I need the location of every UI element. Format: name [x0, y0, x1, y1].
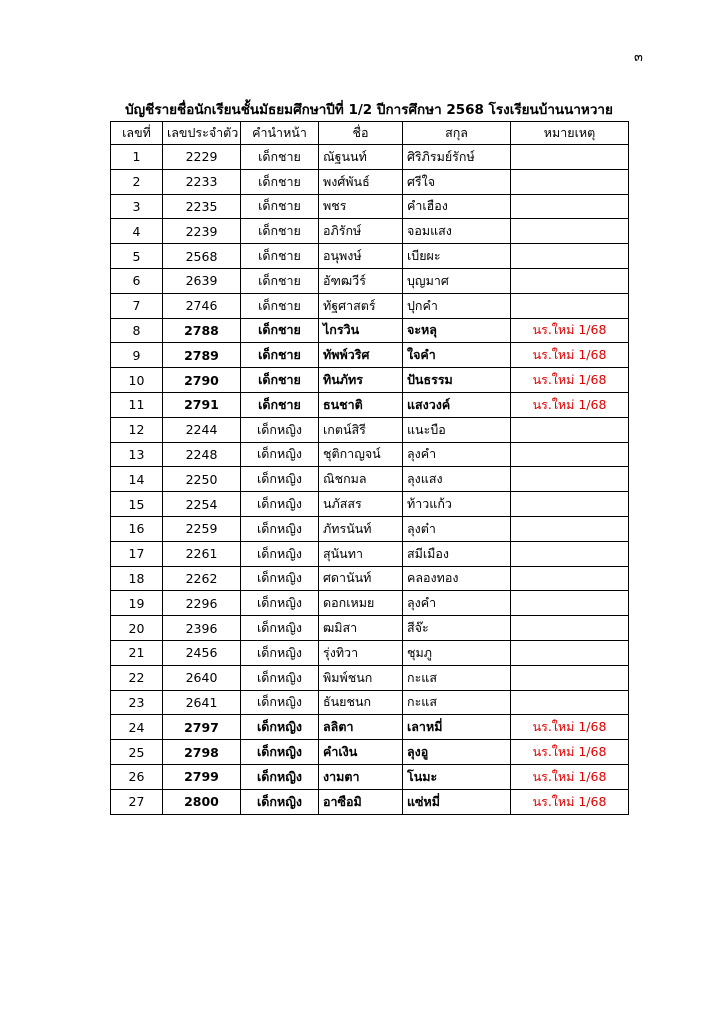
cell-first-name: ทัพพ์วริศ: [319, 343, 403, 368]
table-row: [111, 194, 629, 219]
cell-student-id: 2235: [163, 194, 241, 219]
header-prefix: คำนำหน้า: [241, 122, 319, 145]
cell-student-id: 2797: [163, 715, 241, 740]
cell-remarks: [511, 467, 629, 492]
header-number: เลขที่: [111, 122, 163, 145]
cell-first-name: รุ่งทิวา: [319, 640, 403, 665]
table-row: [111, 541, 629, 566]
cell-student-id: 2641: [163, 690, 241, 715]
table-row: [111, 690, 629, 715]
cell-first-name: อาซือมิ: [319, 789, 403, 814]
cell-remarks: [511, 492, 629, 517]
table-row: [111, 318, 629, 343]
cell-prefix: เด็กหญิง: [241, 566, 319, 591]
cell-prefix: เด็กชาย: [241, 368, 319, 393]
cell-remarks: นร.ใหม่ 1/68: [511, 789, 629, 814]
cell-last-name: สมีเมือง: [403, 541, 511, 566]
cell-student-id: 2254: [163, 492, 241, 517]
cell-last-name: ปุกคำ: [403, 293, 511, 318]
cell-last-name: สีจ๊ะ: [403, 616, 511, 641]
cell-remarks: [511, 442, 629, 467]
cell-first-name: สุนันทา: [319, 541, 403, 566]
cell-number: 2: [111, 169, 163, 194]
page-number: ๓: [634, 50, 643, 65]
cell-last-name: จอมแสง: [403, 219, 511, 244]
cell-student-id: 2799: [163, 764, 241, 789]
cell-number: 7: [111, 293, 163, 318]
table-row: [111, 789, 629, 814]
cell-last-name: คลองทอง: [403, 566, 511, 591]
cell-number: 13: [111, 442, 163, 467]
cell-remarks: [511, 145, 629, 170]
cell-prefix: เด็กชาย: [241, 169, 319, 194]
cell-student-id: 2259: [163, 516, 241, 541]
header-remarks: หมายเหตุ: [511, 122, 629, 145]
cell-number: 20: [111, 616, 163, 641]
cell-remarks: [511, 268, 629, 293]
table-row: [111, 392, 629, 417]
cell-prefix: เด็กหญิง: [241, 764, 319, 789]
cell-student-id: 2233: [163, 169, 241, 194]
table-row: [111, 740, 629, 765]
cell-remarks: [511, 665, 629, 690]
table-row: [111, 640, 629, 665]
cell-number: 14: [111, 467, 163, 492]
cell-student-id: 2746: [163, 293, 241, 318]
cell-last-name: ใจคำ: [403, 343, 511, 368]
cell-first-name: นภัสสร: [319, 492, 403, 517]
table-row: [111, 665, 629, 690]
table-row: [111, 145, 629, 170]
cell-last-name: ลุงคำ: [403, 442, 511, 467]
cell-number: 15: [111, 492, 163, 517]
cell-first-name: เกตน์สิรี: [319, 417, 403, 442]
table-row: [111, 442, 629, 467]
cell-first-name: อภิรักษ์: [319, 219, 403, 244]
cell-student-id: 2640: [163, 665, 241, 690]
cell-student-id: 2262: [163, 566, 241, 591]
cell-first-name: ธนชาติ: [319, 392, 403, 417]
cell-last-name: แซ่หมี่: [403, 789, 511, 814]
cell-number: 26: [111, 764, 163, 789]
cell-first-name: พงศ์พันธ์: [319, 169, 403, 194]
table-row: [111, 219, 629, 244]
cell-remarks: นร.ใหม่ 1/68: [511, 715, 629, 740]
cell-number: 4: [111, 219, 163, 244]
table-row: [111, 516, 629, 541]
table-header-row: [111, 122, 629, 145]
cell-prefix: เด็กชาย: [241, 194, 319, 219]
cell-remarks: [511, 244, 629, 269]
cell-first-name: ธันยชนก: [319, 690, 403, 715]
cell-first-name: คำเงิน: [319, 740, 403, 765]
table-row: [111, 566, 629, 591]
cell-prefix: เด็กหญิง: [241, 715, 319, 740]
cell-student-id: 2229: [163, 145, 241, 170]
cell-number: 24: [111, 715, 163, 740]
cell-student-id: 2244: [163, 417, 241, 442]
table-row: [111, 169, 629, 194]
cell-prefix: เด็กหญิง: [241, 789, 319, 814]
cell-remarks: [511, 194, 629, 219]
cell-remarks: [511, 417, 629, 442]
cell-number: 6: [111, 268, 163, 293]
cell-number: 19: [111, 591, 163, 616]
cell-student-id: 2456: [163, 640, 241, 665]
table-row: [111, 268, 629, 293]
cell-student-id: 2790: [163, 368, 241, 393]
cell-remarks: นร.ใหม่ 1/68: [511, 343, 629, 368]
cell-first-name: ไกรวิน: [319, 318, 403, 343]
cell-last-name: ลุงอู: [403, 740, 511, 765]
cell-first-name: อนุพงษ์: [319, 244, 403, 269]
cell-prefix: เด็กชาย: [241, 219, 319, 244]
cell-remarks: [511, 591, 629, 616]
table-row: [111, 293, 629, 318]
cell-prefix: เด็กหญิง: [241, 740, 319, 765]
header-student-id: เลขประจำตัว: [163, 122, 241, 145]
cell-remarks: [511, 516, 629, 541]
cell-last-name: กะแส: [403, 665, 511, 690]
cell-remarks: [511, 616, 629, 641]
document-title: บัญชีรายชื่อนักเรียนชั้นมัธยมศึกษาปีที่ 1/2 ปีการศึกษา 2568 โรงเรียนบ้านนาหวาย: [125, 102, 613, 118]
cell-number: 21: [111, 640, 163, 665]
cell-student-id: 2568: [163, 244, 241, 269]
cell-student-id: 2788: [163, 318, 241, 343]
cell-first-name: ทัฐศาสตร์: [319, 293, 403, 318]
cell-number: 23: [111, 690, 163, 715]
cell-remarks: นร.ใหม่ 1/68: [511, 368, 629, 393]
cell-number: 16: [111, 516, 163, 541]
cell-student-id: 2250: [163, 467, 241, 492]
cell-number: 10: [111, 368, 163, 393]
cell-prefix: เด็กหญิง: [241, 640, 319, 665]
cell-number: 8: [111, 318, 163, 343]
cell-number: 1: [111, 145, 163, 170]
table-row: [111, 764, 629, 789]
cell-prefix: เด็กหญิง: [241, 690, 319, 715]
cell-number: 9: [111, 343, 163, 368]
cell-student-id: 2239: [163, 219, 241, 244]
cell-last-name: แสงวงค์: [403, 392, 511, 417]
cell-prefix: เด็กหญิง: [241, 492, 319, 517]
cell-student-id: 2261: [163, 541, 241, 566]
table-row: [111, 244, 629, 269]
cell-last-name: ชุมภู: [403, 640, 511, 665]
table-row: [111, 368, 629, 393]
cell-remarks: [511, 566, 629, 591]
cell-student-id: 2396: [163, 616, 241, 641]
cell-student-id: 2296: [163, 591, 241, 616]
cell-last-name: บุญมาศ: [403, 268, 511, 293]
cell-last-name: ลุงต๋า: [403, 516, 511, 541]
cell-number: 5: [111, 244, 163, 269]
cell-number: 17: [111, 541, 163, 566]
cell-remarks: [511, 293, 629, 318]
cell-last-name: แนะบือ: [403, 417, 511, 442]
cell-prefix: เด็กหญิง: [241, 516, 319, 541]
cell-remarks: [511, 219, 629, 244]
cell-last-name: กะแส: [403, 690, 511, 715]
cell-first-name: ภัทรนันท์: [319, 516, 403, 541]
cell-remarks: [511, 640, 629, 665]
cell-number: 18: [111, 566, 163, 591]
table-row: [111, 591, 629, 616]
cell-remarks: นร.ใหม่ 1/68: [511, 392, 629, 417]
cell-remarks: นร.ใหม่ 1/68: [511, 318, 629, 343]
cell-last-name: คำเฮือง: [403, 194, 511, 219]
cell-prefix: เด็กชาย: [241, 293, 319, 318]
cell-last-name: โนมะ: [403, 764, 511, 789]
cell-remarks: นร.ใหม่ 1/68: [511, 740, 629, 765]
cell-prefix: เด็กหญิง: [241, 467, 319, 492]
cell-first-name: ณัฐนนท์: [319, 145, 403, 170]
header-last-name: สกุล: [403, 122, 511, 145]
cell-last-name: เลาหมี่: [403, 715, 511, 740]
cell-last-name: จะหลุ: [403, 318, 511, 343]
cell-number: 12: [111, 417, 163, 442]
cell-remarks: [511, 541, 629, 566]
cell-student-id: 2248: [163, 442, 241, 467]
cell-prefix: เด็กหญิง: [241, 442, 319, 467]
cell-first-name: ชุติกาญจน์: [319, 442, 403, 467]
table-row: [111, 467, 629, 492]
cell-student-id: 2791: [163, 392, 241, 417]
table-row: [111, 616, 629, 641]
cell-first-name: ณิชกมล: [319, 467, 403, 492]
table-row: [111, 417, 629, 442]
cell-prefix: เด็กชาย: [241, 343, 319, 368]
cell-prefix: เด็กชาย: [241, 145, 319, 170]
cell-last-name: ท้าวแก้ว: [403, 492, 511, 517]
cell-prefix: เด็กหญิง: [241, 665, 319, 690]
cell-first-name: พชร: [319, 194, 403, 219]
cell-prefix: เด็กชาย: [241, 392, 319, 417]
cell-number: 11: [111, 392, 163, 417]
table-row: [111, 492, 629, 517]
cell-student-id: 2639: [163, 268, 241, 293]
cell-prefix: เด็กชาย: [241, 268, 319, 293]
cell-prefix: เด็กชาย: [241, 318, 319, 343]
cell-first-name: ลลิตา: [319, 715, 403, 740]
cell-first-name: ศดานันท์: [319, 566, 403, 591]
header-first-name: ชื่อ: [319, 122, 403, 145]
cell-first-name: งามตา: [319, 764, 403, 789]
cell-last-name: ลุงคำ: [403, 591, 511, 616]
cell-first-name: ฒมิสา: [319, 616, 403, 641]
cell-prefix: เด็กหญิง: [241, 616, 319, 641]
cell-first-name: พิมพ์ชนก: [319, 665, 403, 690]
cell-first-name: ทินภัทร: [319, 368, 403, 393]
student-roster-table: [110, 121, 629, 815]
cell-prefix: เด็กหญิง: [241, 591, 319, 616]
cell-last-name: ศิริภิรมย์รักษ์: [403, 145, 511, 170]
cell-first-name: อัฑฒวีร์: [319, 268, 403, 293]
cell-prefix: เด็กหญิง: [241, 541, 319, 566]
cell-last-name: เบียผะ: [403, 244, 511, 269]
cell-remarks: [511, 690, 629, 715]
cell-last-name: ลุงแสง: [403, 467, 511, 492]
cell-remarks: [511, 169, 629, 194]
cell-student-id: 2798: [163, 740, 241, 765]
cell-last-name: ศรีใจ: [403, 169, 511, 194]
table-body: [111, 145, 629, 815]
cell-number: 27: [111, 789, 163, 814]
cell-number: 3: [111, 194, 163, 219]
cell-number: 25: [111, 740, 163, 765]
cell-number: 22: [111, 665, 163, 690]
cell-student-id: 2800: [163, 789, 241, 814]
cell-prefix: เด็กหญิง: [241, 417, 319, 442]
cell-first-name: ดอกเหมย: [319, 591, 403, 616]
cell-prefix: เด็กชาย: [241, 244, 319, 269]
table-row: [111, 715, 629, 740]
cell-last-name: ปันธรรม: [403, 368, 511, 393]
cell-student-id: 2789: [163, 343, 241, 368]
cell-remarks: นร.ใหม่ 1/68: [511, 764, 629, 789]
table-row: [111, 343, 629, 368]
